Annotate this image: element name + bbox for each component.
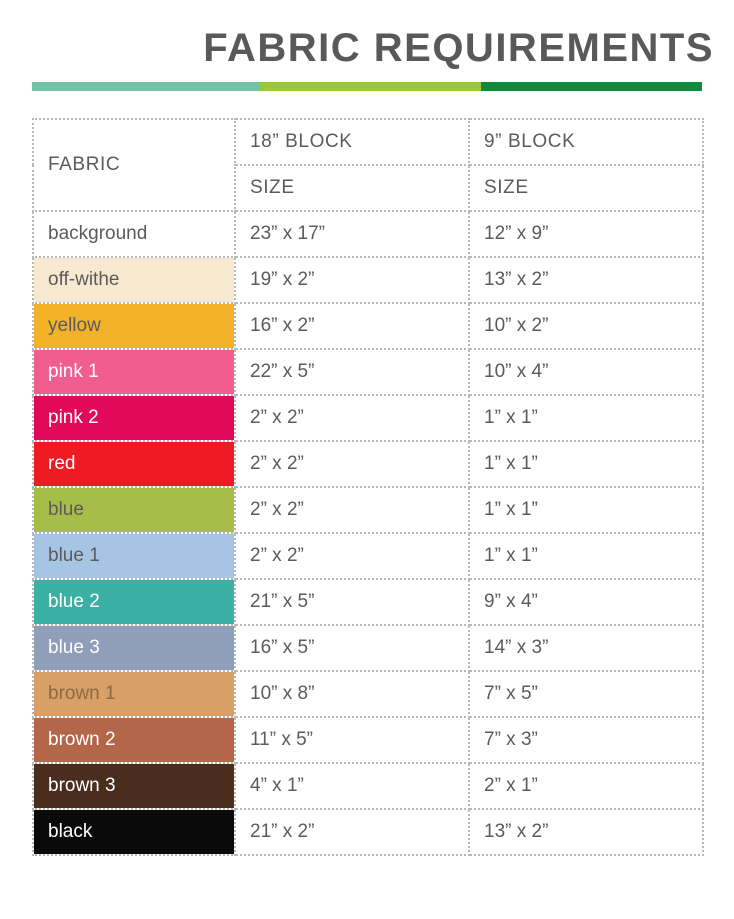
table-row: [33, 671, 703, 717]
size-9-cell: 9” x 4”: [469, 579, 703, 625]
fabric-swatch-cell: [33, 441, 235, 487]
table-row: [33, 487, 703, 533]
size-9-cell: 1” x 1”: [469, 395, 703, 441]
table-header-row-block: [33, 119, 703, 165]
page-title: FABRIC REQUIREMENTS: [203, 26, 714, 70]
fabric-swatch-cell: [33, 533, 235, 579]
fabric-requirements-table: [32, 118, 704, 856]
size-18-cell: 22” x 5”: [235, 349, 469, 395]
size-18-cell: 11” x 5”: [235, 717, 469, 763]
table-row: [33, 717, 703, 763]
accent-bar-segment-3: [481, 82, 702, 91]
fabric-name-label: red: [48, 453, 76, 474]
column-header-18-block: 18” BLOCK: [235, 119, 469, 165]
size-9-cell: 1” x 1”: [469, 533, 703, 579]
fabric-swatch-cell: [33, 303, 235, 349]
size-18-cell: 19” x 2”: [235, 257, 469, 303]
table-row: [33, 533, 703, 579]
fabric-swatch-cell: [33, 211, 235, 257]
fabric-name-label: blue 2: [48, 591, 100, 612]
column-header-fabric: FABRIC: [33, 119, 235, 211]
fabric-name-label: brown 2: [48, 729, 116, 750]
size-18-cell: 23” x 17”: [235, 211, 469, 257]
table-row: [33, 257, 703, 303]
size-9-cell: 7” x 5”: [469, 671, 703, 717]
size-9-cell: 1” x 1”: [469, 487, 703, 533]
fabric-swatch-cell: [33, 395, 235, 441]
size-18-cell: 2” x 2”: [235, 441, 469, 487]
size-9-cell: 13” x 2”: [469, 257, 703, 303]
fabric-name-label: off-withe: [48, 269, 120, 290]
table-row: [33, 625, 703, 671]
fabric-name-label: blue: [48, 499, 84, 520]
fabric-name-label: yellow: [48, 315, 101, 336]
accent-color-bar: [32, 82, 702, 91]
size-9-cell: 1” x 1”: [469, 441, 703, 487]
size-9-cell: 14” x 3”: [469, 625, 703, 671]
size-9-cell: 13” x 2”: [469, 809, 703, 855]
fabric-swatch-cell: [33, 349, 235, 395]
size-18-cell: 10” x 8”: [235, 671, 469, 717]
table-row: [33, 763, 703, 809]
fabric-name-label: pink 2: [48, 407, 99, 428]
fabric-name-label: background: [48, 223, 148, 244]
fabric-swatch-cell: [33, 717, 235, 763]
table-row: [33, 809, 703, 855]
fabric-name-label: pink 1: [48, 361, 99, 382]
size-18-cell: 2” x 2”: [235, 487, 469, 533]
fabric-swatch-cell: [33, 257, 235, 303]
size-18-cell: 2” x 2”: [235, 533, 469, 579]
fabric-swatch-cell: [33, 671, 235, 717]
column-header-9-size: SIZE: [469, 165, 703, 211]
size-18-cell: 16” x 5”: [235, 625, 469, 671]
size-9-cell: 12” x 9”: [469, 211, 703, 257]
fabric-swatch-cell: [33, 579, 235, 625]
size-18-cell: 21” x 2”: [235, 809, 469, 855]
table-row: [33, 303, 703, 349]
size-18-cell: 2” x 2”: [235, 395, 469, 441]
accent-bar-segment-1: [32, 82, 260, 91]
fabric-swatch-cell: [33, 625, 235, 671]
size-18-cell: 4” x 1”: [235, 763, 469, 809]
table-row: [33, 395, 703, 441]
fabric-name-label: black: [48, 821, 93, 842]
column-header-18-size: SIZE: [235, 165, 469, 211]
fabric-swatch-cell: [33, 763, 235, 809]
column-header-9-block: 9” BLOCK: [469, 119, 703, 165]
table-row: [33, 579, 703, 625]
table-row: [33, 441, 703, 487]
size-18-cell: 16” x 2”: [235, 303, 469, 349]
fabric-name-label: blue 3: [48, 637, 100, 658]
size-9-cell: 10” x 2”: [469, 303, 703, 349]
size-18-cell: 21” x 5”: [235, 579, 469, 625]
fabric-name-label: brown 1: [48, 683, 116, 704]
table-row: [33, 211, 703, 257]
fabric-name-label: blue 1: [48, 545, 100, 566]
accent-bar-segment-2: [260, 82, 481, 91]
size-9-cell: 2” x 1”: [469, 763, 703, 809]
size-9-cell: 10” x 4”: [469, 349, 703, 395]
fabric-requirements-table-wrap: [32, 118, 702, 856]
size-9-cell: 7” x 3”: [469, 717, 703, 763]
fabric-swatch-cell: [33, 487, 235, 533]
fabric-name-label: brown 3: [48, 775, 116, 796]
fabric-swatch-cell: [33, 809, 235, 855]
table-row: [33, 349, 703, 395]
